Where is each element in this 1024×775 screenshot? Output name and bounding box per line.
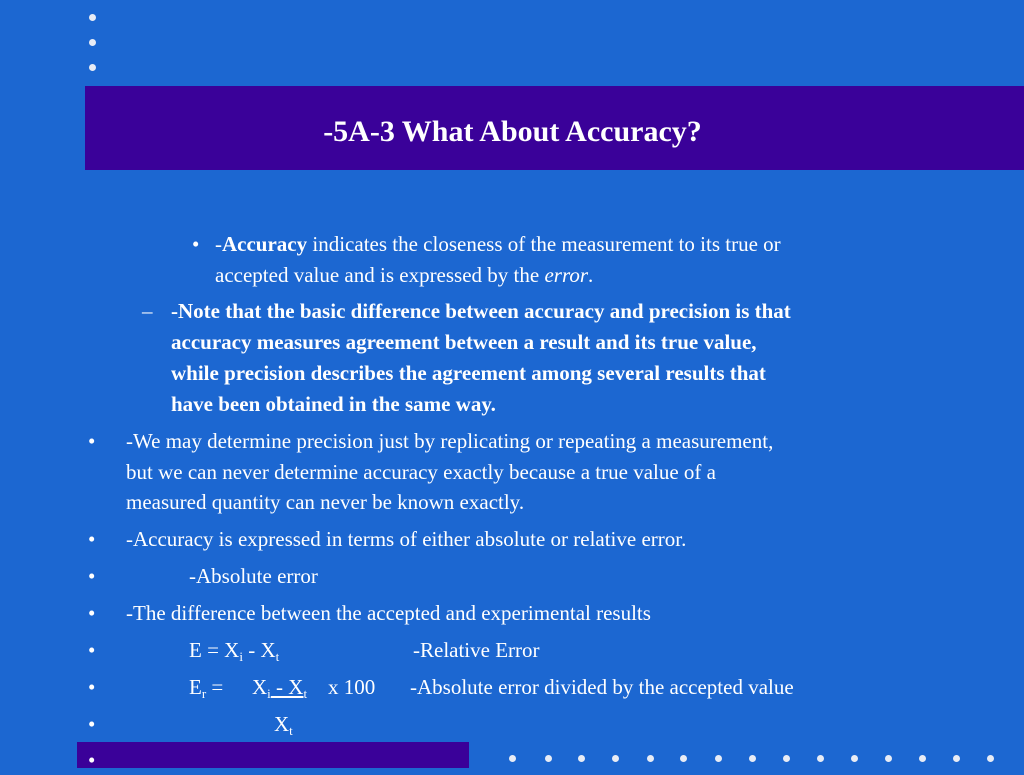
times-hundred: x 100 — [328, 675, 376, 699]
decor-dot — [545, 755, 552, 762]
decor-dot — [953, 755, 960, 762]
difference-text: -The difference between the accepted and experimental results — [126, 601, 651, 625]
bullet-icon: • — [88, 675, 96, 699]
accuracy-expressed-text: -Accuracy is expressed in terms of either absolute or relative error. — [126, 527, 687, 551]
bullet-icon: • — [88, 564, 96, 588]
decor-dot — [89, 39, 96, 46]
decor-dot — [987, 755, 994, 762]
decor-dot — [89, 14, 96, 21]
decor-dot — [578, 755, 585, 762]
note-line: accuracy measures agreement between a result and its true value, — [171, 330, 757, 354]
absolute-error-formula: $E = X_i - X_t$ — [189, 638, 280, 664]
decor-dot — [919, 755, 926, 762]
slide-title: -5A-3 What About Accuracy? — [323, 115, 702, 148]
note-line: while precision describes the agreement among several results that — [171, 361, 766, 385]
bullet-icon: • — [88, 748, 96, 772]
decor-dot — [509, 755, 516, 762]
bullet-icon: • — [88, 527, 96, 551]
precision-line: -We may determine precision just by replicating or repeating a measurement, — [126, 429, 774, 453]
note-dash: – — [142, 299, 153, 323]
bottom-bar — [77, 742, 469, 768]
decor-dot — [612, 755, 619, 762]
decor-dot — [680, 755, 687, 762]
decor-dot — [817, 755, 824, 762]
decor-dot — [715, 755, 722, 762]
note-line: have been obtained in the same way. — [171, 392, 496, 416]
accuracy-term: Accuracy — [222, 232, 308, 256]
relative-error-label: -Relative Error — [413, 638, 540, 662]
relative-error-description: -Absolute error divided by the accepted value — [410, 675, 794, 699]
bullet-icon: • — [88, 638, 96, 662]
relative-error-numerator: $X_i - X_t$ — [252, 675, 308, 701]
bullet-icon: • — [88, 601, 96, 625]
bullet-icon: • — [88, 429, 96, 453]
precision-line: measured quantity can never be known exactly. — [126, 490, 525, 514]
absolute-error-heading: -Absolute error — [189, 564, 318, 588]
decor-dot — [749, 755, 756, 762]
bullet-icon: • — [192, 232, 200, 256]
relative-error-formula: $E_r$ = — [189, 675, 224, 701]
accuracy-definition-line-2: accepted value and is expressed by the error. — [215, 263, 594, 287]
bullet-icon: • — [88, 712, 96, 736]
error-term: error — [544, 263, 589, 287]
decor-dot — [851, 755, 858, 762]
decor-dot — [783, 755, 790, 762]
decor-dot — [885, 755, 892, 762]
decor-dot — [647, 755, 654, 762]
precision-line: but we can never determine accuracy exactly because a true value of a — [126, 460, 716, 484]
note-line: -Note that the basic difference between accuracy and precision is that — [171, 299, 791, 323]
decor-dot — [89, 64, 96, 71]
relative-error-denominator: $X_t$ — [274, 712, 293, 738]
